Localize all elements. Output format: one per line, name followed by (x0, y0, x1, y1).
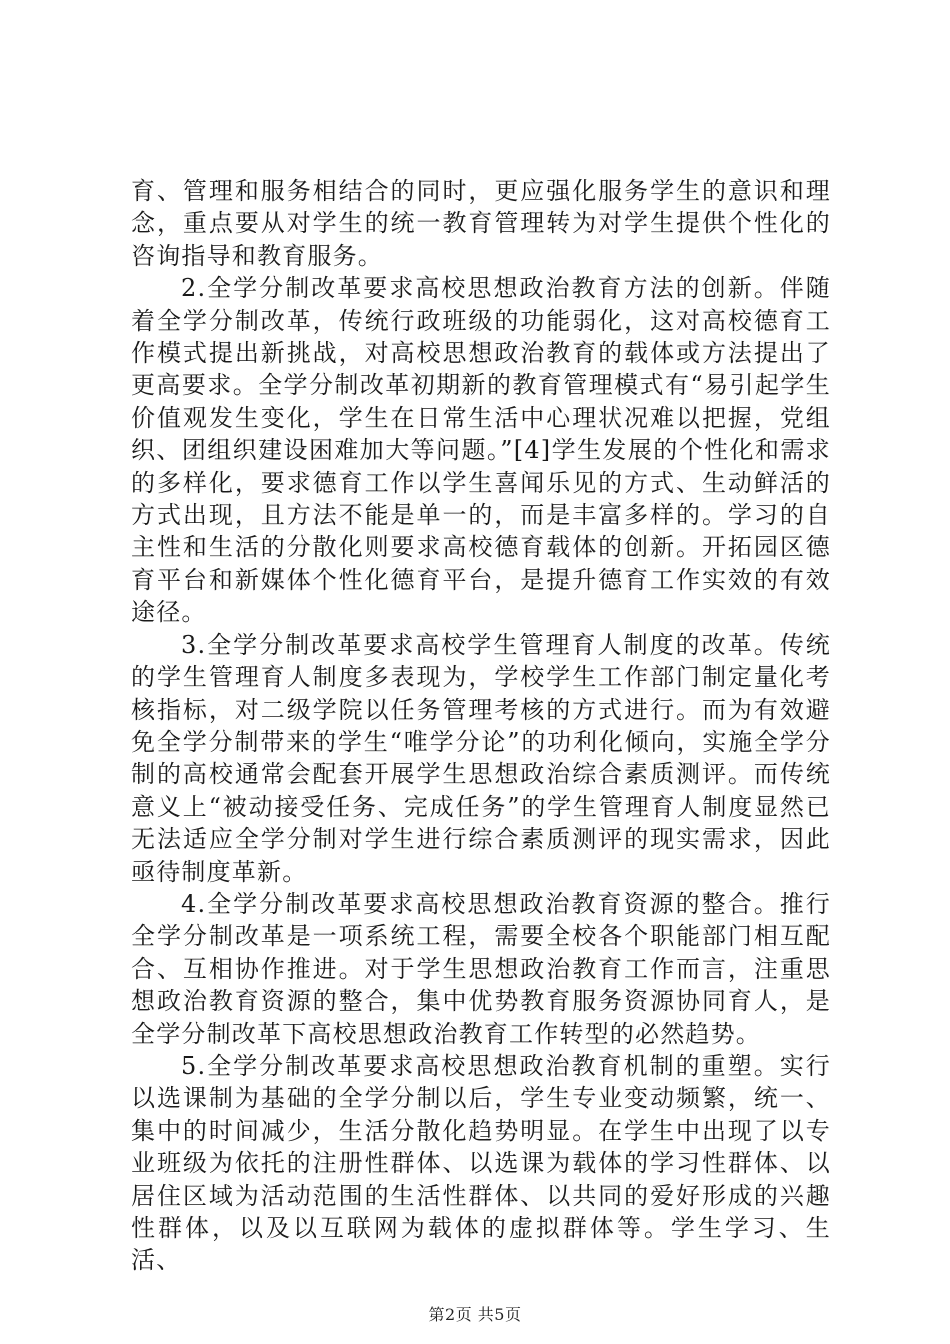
paragraph-continuation: 育、管理和服务相结合的同时，更应强化服务学生的意识和理念，重点要从对学生的统一教育管理转为对学生提供个性化的咨询指导和教育服务。 (131, 177, 831, 270)
body-text (131, 175, 831, 1277)
paragraph-3: 3.全学分制改革要求高校学生管理育人制度的改革。传统的学生管理育人制度多表现为，学校学生工作部门制定量化考核指标，对二级学院以任务管理考核的方式进行。而为有效避免全学分制带来的学生“唯学分论”的功利化倾向，实施全学分制的高校通常会配套开展学生思想政治综合素质测评。而传统意义上“被动接受任务、完成任务”的学生管理育人制度显然已无法适应全学分制对学生进行综合素质测评的现实需求，因此亟待制度革新。 (131, 630, 831, 886)
paragraph-5: 5.全学分制改革要求高校思想政治教育机制的重塑。实行以选课制为基础的全学分制以后，学生专业变动频繁，统一、集中的时间减少，生活分散化趋势明显。在学生中出现了以专业班级为依托的注册性群体、以选课为载体的学习性群体、以居住区域为活动范围的生活性群体、以共同的爱好形成的兴趣性群体，以及以互联网为载体的虚拟群体等。学生学习、生活、 (131, 1051, 831, 1275)
paragraph-2: 2.全学分制改革要求高校思想政治教育方法的创新。伴随着全学分制改革，传统行政班级的功能弱化，这对高校德育工作模式提出新挑战，对高校思想政治教育的载体或方法提出了更高要求。全学分制改革初期新的教育管理模式有“易引起学生价值观发生变化，学生在日常生活中心理状况难以把握，党组织、团组织建设困难加大等问题。”[4]学生发展的个性化和需求的多样化，要求德育工作以学生喜闻乐见的方式、生动鲜活的方式出现，且方法不能是单一的，而是丰富多样的。学习的自主性和生活的分散化则要求高校德育载体的创新。开拓园区德育平台和新媒体个性化德育平台，是提升德育工作实效的有效途径。 (131, 274, 831, 627)
paragraph-4: 4.全学分制改革要求高校思想政治教育资源的整合。推行全学分制改革是一项系统工程，需要全校各个职能部门相互配合、互相协作推进。对于学生思想政治教育工作而言，注重思想政治教育资源的整合，集中优势教育服务资源协同育人，是全学分制改革下高校思想政治教育工作转型的必然趋势。 (131, 889, 831, 1048)
page-number-footer: 第2页 共5页 (428, 1305, 522, 1324)
